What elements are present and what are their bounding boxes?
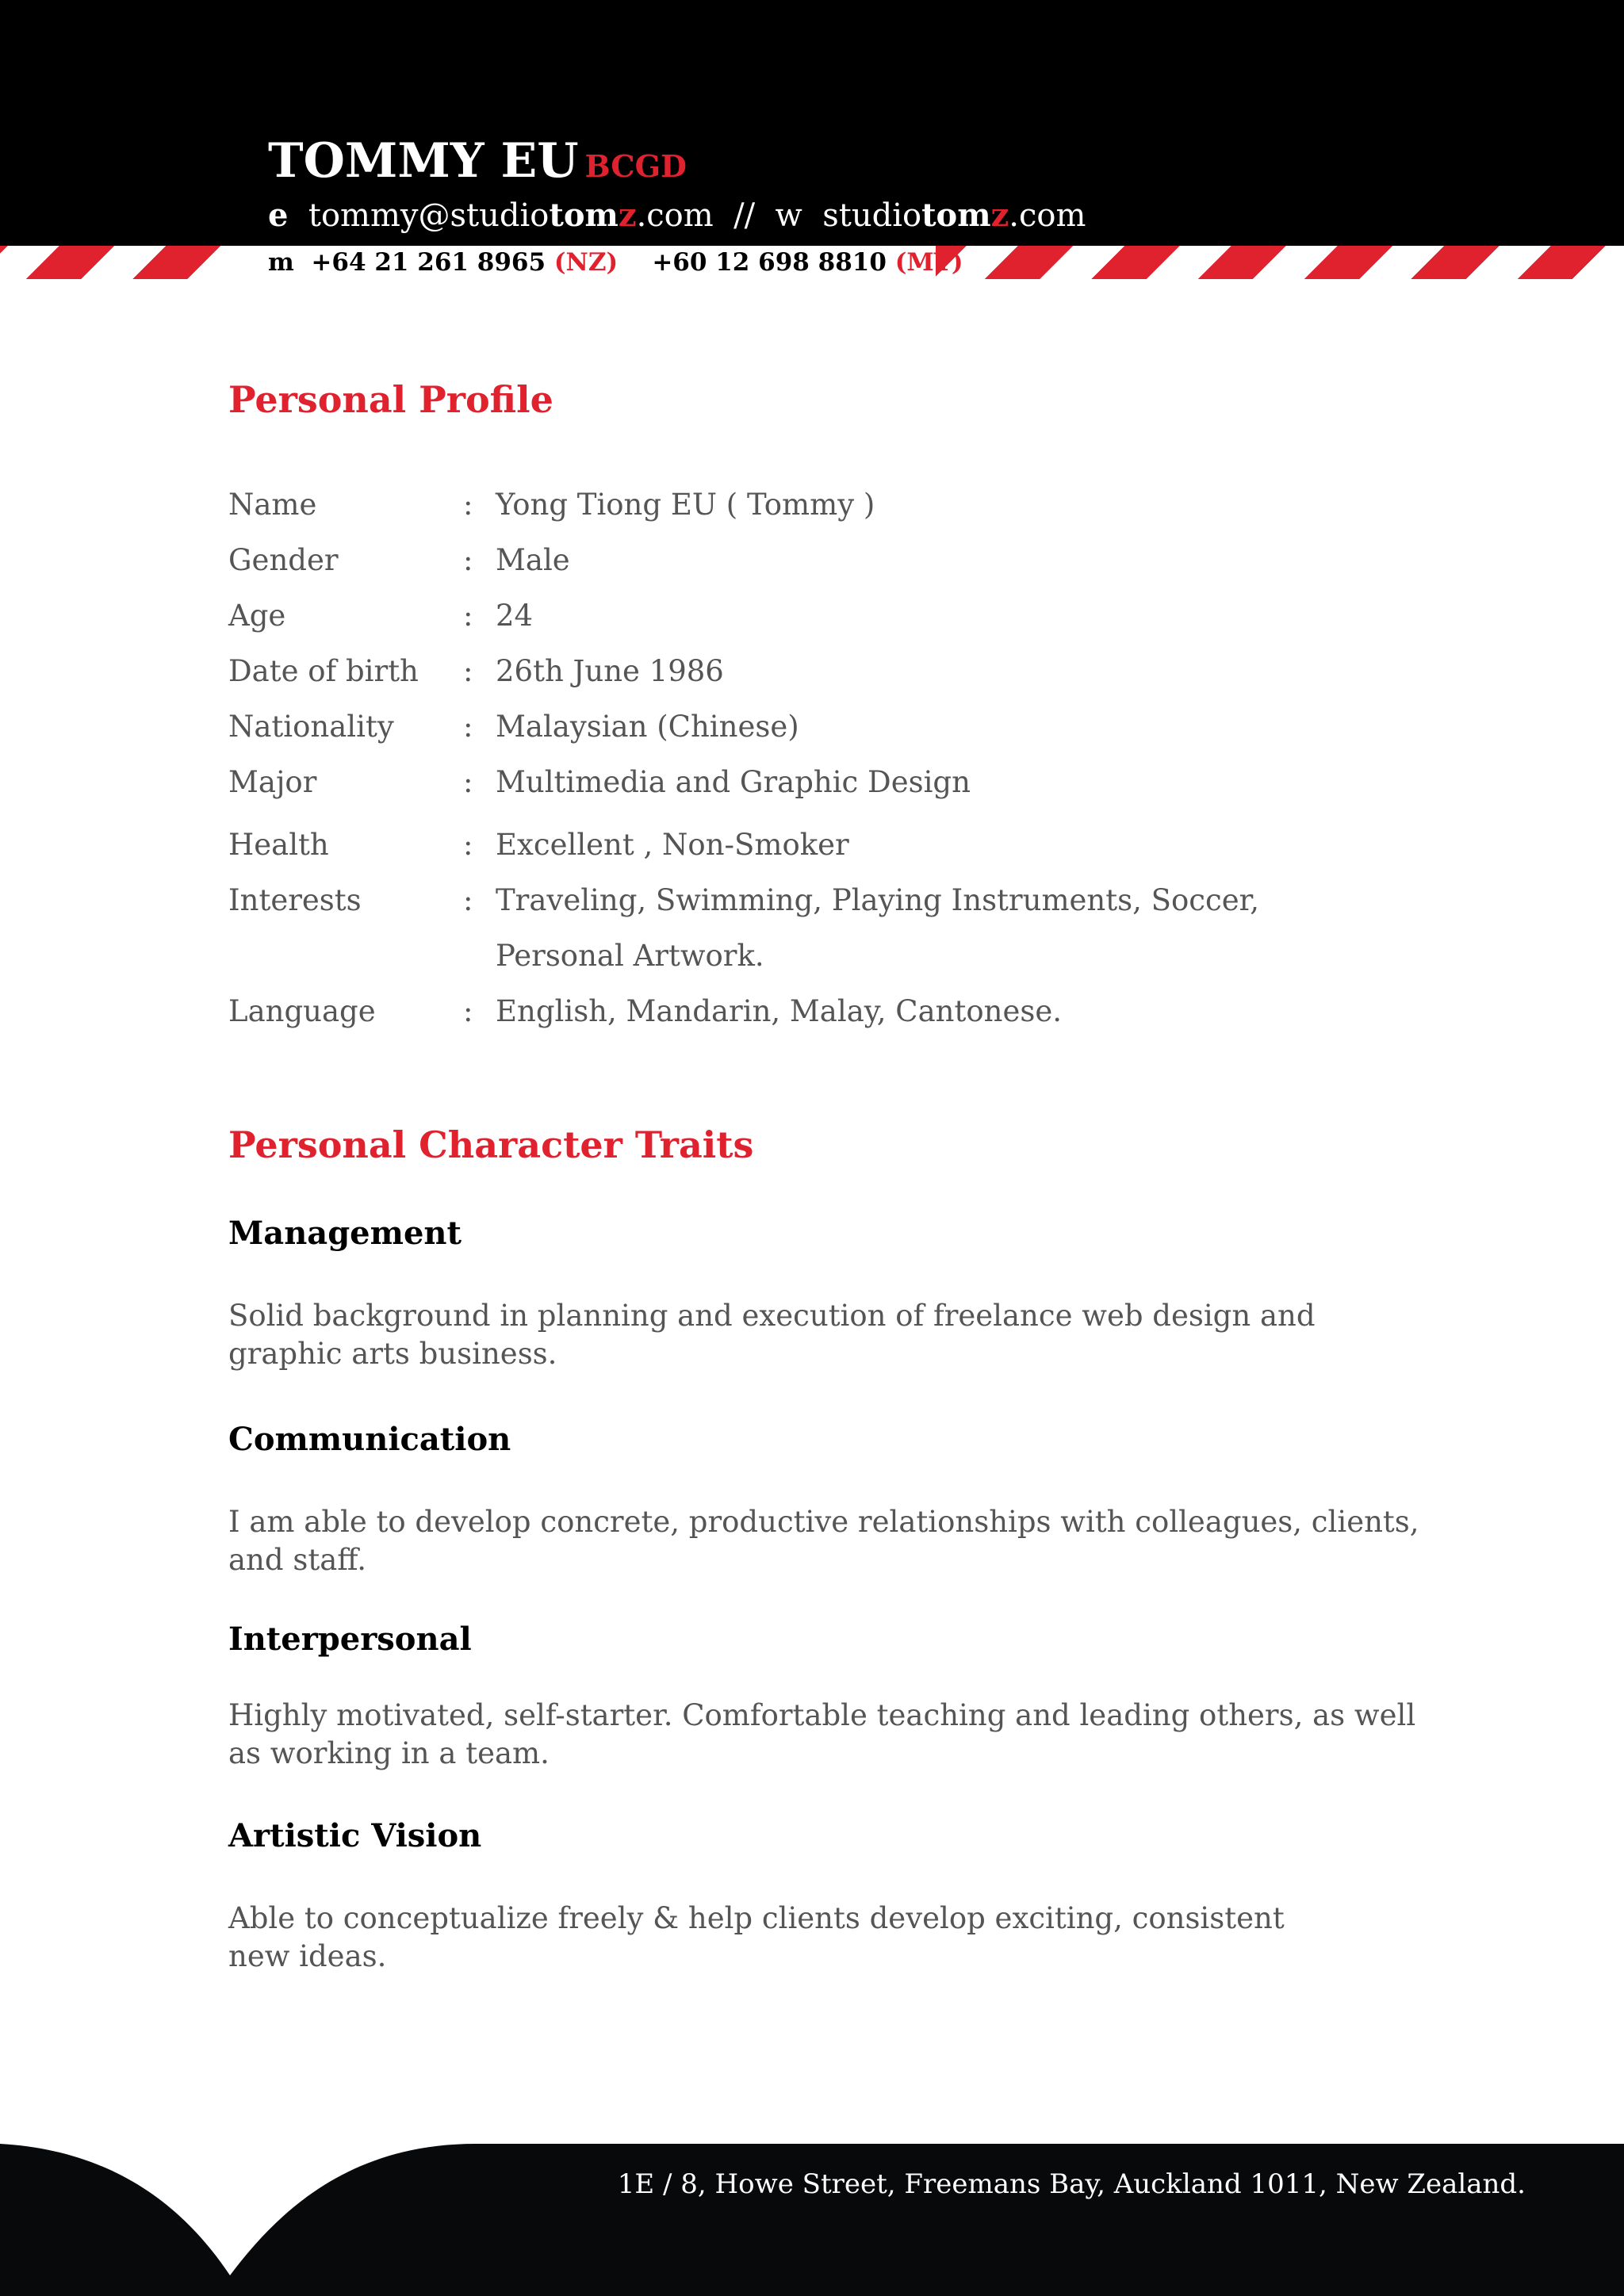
profile-label: Language (228, 994, 376, 1028)
phone-nz-tag: (NZ) (553, 248, 619, 277)
web-part-end: .com (1009, 197, 1086, 234)
profile-value: Male (496, 543, 570, 577)
web-part-red: z (990, 197, 1009, 234)
trait-heading: Communication (228, 1421, 511, 1458)
email-part: tommy@studio (308, 197, 550, 234)
web-part: studio (822, 197, 922, 234)
traits-title: Personal Character Traits (228, 1123, 754, 1166)
website-link[interactable] (822, 197, 1086, 234)
profile-colon: : (463, 488, 473, 522)
email-label: e (268, 197, 289, 234)
profile-label: Interests (228, 883, 362, 917)
profile-colon: : (463, 543, 473, 577)
trait-body: Solid background in planning and execution of freelance web design and graphic arts business. (228, 1299, 1316, 1371)
phone-my: +60 12 698 8810 (652, 248, 887, 277)
phone-line (268, 244, 963, 281)
profile-value: English, Mandarin, Malay, Cantonese. (496, 994, 1062, 1028)
profile-value-continued: Personal Artwork. (496, 939, 764, 973)
email-link[interactable] (308, 197, 714, 234)
profile-label: Date of birth (228, 654, 419, 688)
profile-colon: : (463, 765, 473, 799)
trait-heading: Management (228, 1215, 462, 1252)
profile-value: 24 (496, 599, 534, 633)
profile-label: Health (228, 828, 329, 862)
profile-label: Major (228, 765, 317, 799)
profile-colon: : (463, 883, 473, 917)
profile-colon: : (463, 994, 473, 1028)
trait-body: I am able to develop concrete, productive relationships with colleagues, clients, and staff. (228, 1505, 1419, 1577)
contact-separator: // (733, 197, 756, 234)
profile-value: Excellent , Non-Smoker (496, 828, 849, 862)
profile-value: Yong Tiong EU ( Tommy ) (496, 488, 875, 522)
profile-value: Multimedia and Graphic Design (496, 765, 971, 799)
profile-value: Traveling, Swimming, Playing Instruments, Soccer, (496, 883, 1259, 917)
trait-heading: Interpersonal (228, 1621, 472, 1658)
profile-colon: : (463, 654, 473, 688)
profile-value: Malaysian (Chinese) (496, 710, 799, 744)
profile-title: Personal Profile (228, 378, 553, 421)
web-label: w (775, 197, 802, 234)
profile-label: Nationality (228, 710, 394, 744)
email-part-end: .com (636, 197, 714, 234)
contact-line (268, 193, 1086, 238)
mobile-label: m (268, 248, 294, 277)
profile-label: Gender (228, 543, 339, 577)
profile-value: 26th June 1986 (496, 654, 724, 688)
email-part-bold: tom (549, 197, 619, 234)
profile-label: Age (228, 599, 286, 633)
profile-colon: : (463, 599, 473, 633)
trait-heading: Artistic Vision (228, 1817, 482, 1854)
email-part-red: z (618, 197, 637, 234)
trait-body: Able to conceptualize freely & help clients develop exciting, consistent new ideas. (228, 1901, 1285, 1973)
footer-address: 1E / 8, Howe Street, Freemans Bay, Auckland 1011, New Zealand. (617, 2168, 1526, 2200)
web-part-bold: tom (921, 197, 991, 234)
name-text: TOMMY EU (268, 133, 579, 189)
phone-nz: +64 21 261 8965 (311, 248, 546, 277)
credential: BCGD (584, 148, 688, 184)
applicant-name (268, 133, 687, 194)
phone-my-tag: (MY) (894, 248, 963, 277)
trait-body: Highly motivated, self-starter. Comfortable teaching and leading others, as well as working in a team. (228, 1698, 1416, 1770)
profile-colon: : (463, 710, 473, 744)
profile-colon: : (463, 828, 473, 862)
profile-label: Name (228, 488, 317, 522)
